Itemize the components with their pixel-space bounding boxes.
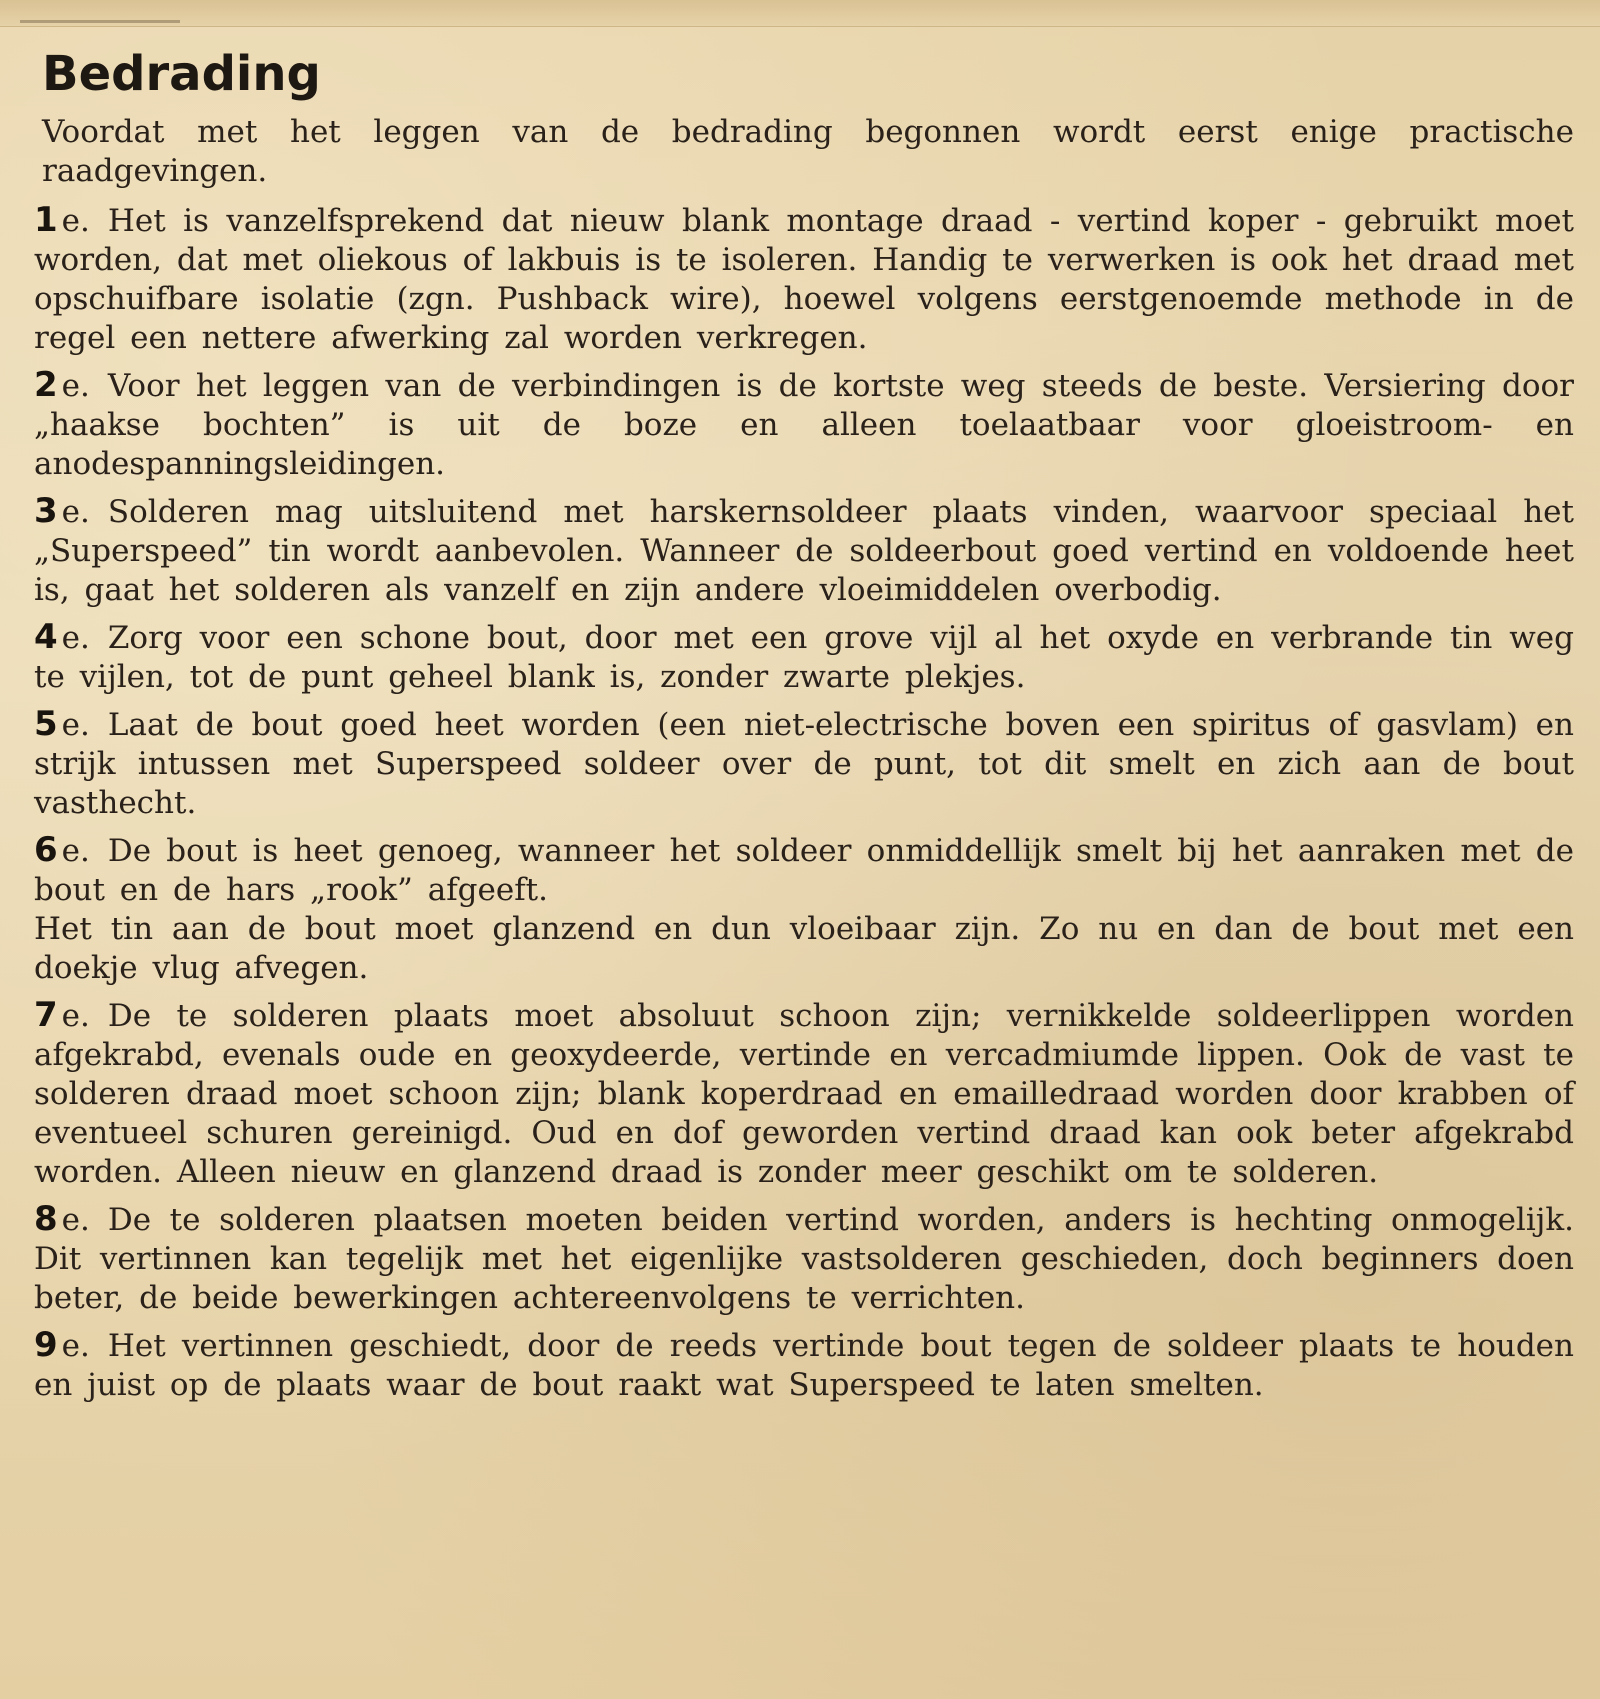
- item-text: Laat de bout goed heet worden (een niet-electrische boven een spiritus of gasvlam) en strijk intussen met Superspeed soldeer over de punt, tot dit smelt en zich aan de bout vasthecht.: [34, 706, 1574, 821]
- item-number-suffix: e.: [61, 706, 90, 743]
- item-number: 5: [34, 703, 58, 744]
- item-text: Voor het leggen van de verbindingen is de kortste weg steeds de beste. Versiering door „haakse bochten” is uit de boze en alleen toelaatbaar voor gloeistroom- en anodespanningsleidingen.: [34, 367, 1574, 482]
- list-item-8: [34, 1200, 1574, 1318]
- list-item-1: [34, 201, 1574, 358]
- item-text: Solderen mag uitsluitend met harskernsoldeer plaats vinden, waarvoor speciaal het „Superspeed” tin wordt aanbevolen. Wanneer de soldeerbout goed vertind en voldoende heet is, gaat het solderen als vanzelf en zijn andere vloeimiddelen overbodig.: [34, 493, 1574, 608]
- item-number: 3: [34, 490, 58, 531]
- list-item-2: [34, 366, 1574, 484]
- list-item-5: [34, 705, 1574, 823]
- item-number-suffix: e.: [61, 1201, 90, 1238]
- item-text: Het is vanzelfsprekend dat nieuw blank montage draad - vertind koper - gebruikt moet worden, dat met oliekous of lakbuis is te isoleren. Handig te verwerken is ook het draad met opschuifbare isolatie (zgn. Pushback wire), hoewel volgens eerstgenoemde methode in de regel een nettere afwerking zal worden verkregen.: [34, 202, 1574, 356]
- page-title: Bedrading: [42, 46, 321, 102]
- item-number: 2: [34, 364, 58, 405]
- item-number-suffix: e.: [61, 202, 90, 239]
- list-item-6-continuation: Het tin aan de bout moet glanzend en dun vloeibaar zijn. Zo nu en dan de bout met een doekje vlug afvegen.: [34, 910, 1574, 986]
- item-text: De te solderen plaatsen moeten beiden vertind worden, anders is hechting onmogelijk. Dit vertinnen kan tegelijk met het eigenlijke vastsolderen geschieden, doch beginners doen beter, de beide bewerkingen achtereenvolgens te verrichten.: [34, 1201, 1574, 1316]
- document-content: [34, 48, 1574, 1405]
- item-number: 1: [34, 199, 58, 240]
- item-number-suffix: e.: [61, 997, 90, 1034]
- item-number-suffix: e.: [61, 367, 90, 404]
- list-item-3: [34, 492, 1574, 610]
- item-number: 6: [34, 829, 58, 870]
- item-number: 9: [34, 1324, 58, 1365]
- item-number-suffix: e.: [61, 493, 90, 530]
- list-item-7: [34, 996, 1574, 1192]
- item-number-suffix: e.: [61, 1327, 90, 1364]
- list-item-4: [34, 618, 1574, 697]
- item-number: 7: [34, 994, 58, 1035]
- item-number-suffix: e.: [61, 832, 90, 869]
- paper-edge-mark: [20, 20, 180, 23]
- list-item-6: [34, 831, 1574, 910]
- item-text: Het vertinnen geschiedt, door de reeds vertinde bout tegen de soldeer plaats te houden en juist op de plaats waar de bout raakt wat Superspeed te laten smelten.: [34, 1327, 1574, 1403]
- paper-top-edge: [0, 0, 1600, 27]
- item-number: 8: [34, 1198, 58, 1239]
- intro-paragraph: Voordat met het leggen van de bedrading begonnen wordt eerst enige practische raadgevingen.: [42, 113, 1574, 189]
- item-number: 4: [34, 616, 58, 657]
- item-number-suffix: e.: [61, 619, 90, 656]
- list-item-9: [34, 1326, 1574, 1405]
- item-text: De bout is heet genoeg, wanneer het soldeer onmiddellijk smelt bij het aanraken met de bout en de hars „rook” afgeeft.: [34, 832, 1574, 908]
- item-text: Zorg voor een schone bout, door met een grove vijl al het oxyde en verbrande tin weg te vijlen, tot de punt geheel blank is, zonder zwarte plekjes.: [34, 619, 1574, 695]
- item-text: De te solderen plaats moet absoluut schoon zijn; vernikkelde soldeerlippen worden afgekrabd, evenals oude en geoxydeerde, vertinde en vercadmiumde lippen. Ook de vast te solderen draad moet schoon zijn; blank koperdraad en emailledraad worden door krabben of eventueel schuren gereinigd. Oud en dof geworden vertind draad kan ook beter afgekrabd worden. Alleen nieuw en glanzend draad is zonder meer geschikt om te solderen.: [34, 997, 1574, 1190]
